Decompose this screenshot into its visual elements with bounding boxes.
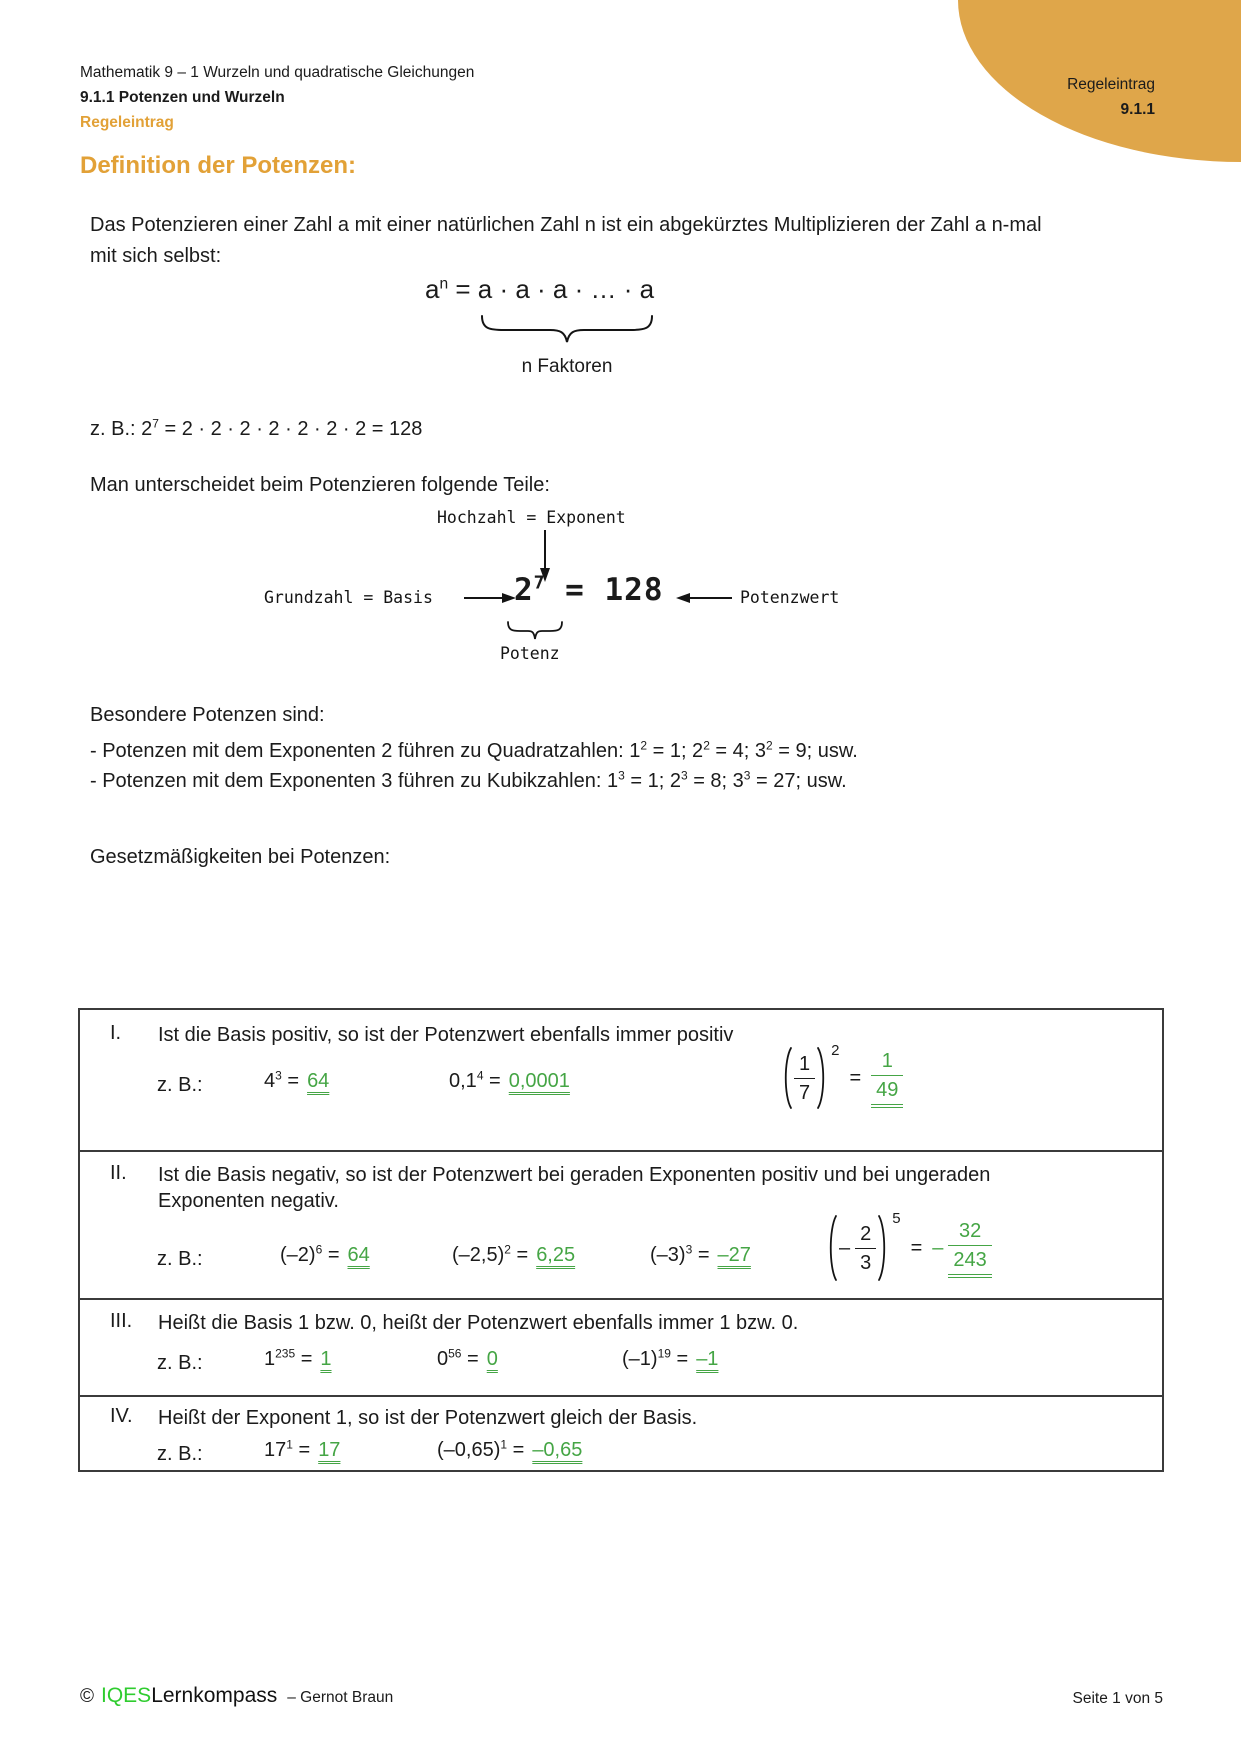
law-numeral: I. (110, 1022, 122, 1044)
law-text: Heißt der Exponent 1, so ist der Potenzwert gleich der Basis. (158, 1407, 698, 1429)
law-example (437, 1439, 582, 1462)
law-row-1 (80, 1010, 1162, 1150)
example-expression: $4^3$ = (264, 1068, 300, 1092)
law-example (449, 1070, 570, 1093)
law-example-fraction (780, 1042, 903, 1110)
badge-doctype-label: Regeleintrag (1067, 76, 1155, 93)
example-answer: 6,25 (536, 1244, 576, 1266)
right-arrow-icon (464, 591, 516, 605)
example-expression: $(-3)^3$ = (650, 1242, 710, 1266)
fraction-answer (932, 1219, 992, 1278)
left-arrow-icon (676, 591, 732, 605)
law-example (622, 1348, 718, 1371)
parenthesized-fraction (780, 1042, 840, 1110)
example-answer: 64 (347, 1244, 370, 1266)
law-example (264, 1439, 340, 1462)
example-answer: 64 (307, 1070, 330, 1092)
badge-section-number: 9.1.1 (1120, 101, 1155, 118)
parts-intro-line: Man unterscheidet beim Potenzieren folgende Teile: (90, 474, 550, 496)
special-powers-line-squares: - Potenzen mit dem Exponenten 2 führen zu Quadratzahlen: $1^2 = 1$; $2^2 = 4$; $3^2 = 9$; usw. (90, 738, 858, 762)
n-factors-label: n Faktoren (521, 356, 613, 377)
right-paren-icon (815, 1046, 829, 1110)
header-course-line: Mathematik 9 – 1 Wurzeln und quadratische Gleichungen (80, 64, 475, 81)
law-example (264, 1348, 332, 1371)
zb-label: z. B.: (157, 1074, 203, 1096)
power-formula: $a^n = a \cdot a \cdot a$ · … · a (425, 274, 655, 304)
fraction-answer (871, 1049, 903, 1108)
example-answer: 0 (486, 1348, 498, 1370)
header-topic-line: 9.1.1 Potenzen und Wurzeln (80, 89, 285, 106)
page-title: Definition der Potenzen: (80, 152, 356, 179)
law-example (452, 1244, 575, 1267)
laws-table (78, 1008, 1164, 1472)
special-powers-line-cubes: - Potenzen mit dem Exponenten 3 führen zu Kubikzahlen: $1^3 = 1$; $2^3 = 8$; $3^3 = 27$; usw. (90, 768, 847, 792)
fraction-numerator: 1 (799, 1052, 811, 1075)
law-text: Ist die Basis positiv, so ist der Potenzwert ebenfalls immer positiv (158, 1024, 734, 1046)
law-numeral: IV. (110, 1405, 133, 1427)
brand-iqes: IQES (101, 1684, 152, 1707)
example-expression: $0,1^4$ = (449, 1068, 501, 1092)
law-example (437, 1348, 498, 1371)
example-expression: $(-2,5)^2$ = (452, 1242, 529, 1266)
example-expression: $17^1$ = (264, 1437, 311, 1461)
fraction-answer-numerator: 1 (881, 1049, 893, 1072)
exponent-label: Hochzahl = Exponent (437, 508, 626, 527)
example-answer: –1 (696, 1348, 719, 1370)
law-example (264, 1070, 329, 1093)
power-term-label: Potenz (500, 644, 560, 663)
law-example (650, 1244, 751, 1267)
equals-sign: = (910, 1236, 923, 1259)
example-answer: –27 (717, 1244, 751, 1266)
right-paren-icon (876, 1214, 890, 1282)
example-answer: 17 (318, 1439, 341, 1461)
fraction-denominator: 3 (855, 1248, 876, 1275)
law-numeral: II. (110, 1162, 127, 1184)
base-label: Grundzahl = Basis (264, 588, 433, 607)
law-example (280, 1244, 370, 1267)
law-text: Heißt die Basis 1 bzw. 0, heißt der Potenzwert ebenfalls immer 1 bzw. 0. (158, 1312, 799, 1334)
footer-brand (80, 1684, 393, 1708)
answer-minus-sign: – (932, 1236, 944, 1259)
fraction-answer-denominator: 49 (871, 1075, 903, 1108)
fraction-exponent: 2 (831, 1042, 840, 1059)
zb-label: z. B.: (157, 1443, 203, 1465)
example-expression: $(-0,65)^1$ = (437, 1437, 525, 1461)
example-answer: –0,65 (532, 1439, 583, 1461)
law-row-2 (80, 1150, 1162, 1298)
fraction (855, 1222, 876, 1275)
author-name: – Gernot Braun (287, 1689, 394, 1706)
example-expression: $(-1)^{19}$ = (622, 1346, 689, 1370)
laws-heading: Gesetzmäßigkeiten bei Potenzen: (90, 846, 391, 868)
power-example-line: z. B.: $2^7 = 2 \cdot 2 \cdot 2 \cdot 2 \cdot 2 \cdot 2 \cdot 2 = 128$ (90, 416, 423, 440)
left-paren-icon (825, 1214, 839, 1282)
fraction-numerator: 2 (860, 1222, 872, 1245)
example-expression: $(-2)^6$ = (280, 1242, 340, 1266)
law-row-4 (80, 1395, 1162, 1470)
corner-badge (1067, 72, 1155, 122)
law-row-3 (80, 1298, 1162, 1395)
underbrace-icon (480, 314, 654, 344)
small-underbrace-icon (506, 620, 564, 640)
fraction (948, 1219, 991, 1278)
example-expression: $1^{235}$ = (264, 1346, 313, 1370)
fraction-denominator: 7 (794, 1078, 815, 1105)
example-answer: 1 (320, 1348, 332, 1370)
example-answer: 0,0001 (508, 1070, 570, 1092)
law-numeral: III. (110, 1310, 133, 1332)
example-expression: $0^{56}$ = (437, 1346, 479, 1370)
copyright-icon: © (80, 1686, 94, 1707)
law-text: Ist die Basis negativ, so ist der Potenzwert bei geraden Exponenten positiv und bei ungeraden Exponenten negativ. (158, 1164, 991, 1212)
header-doctype-line: Regeleintrag (80, 114, 174, 131)
page-number: Seite 1 von 5 (1072, 1690, 1163, 1707)
left-paren-icon (780, 1046, 794, 1110)
page-header (80, 60, 474, 135)
brand-lernkompass: Lernkompass (151, 1684, 278, 1707)
power-equation: $2^7 = 128$ (514, 572, 664, 608)
parenthesized-fraction (825, 1210, 901, 1282)
special-powers-heading: Besondere Potenzen sind: (90, 704, 325, 726)
intro-paragraph: Das Potenzieren einer Zahl a mit einer natürlichen Zahl n ist ein abgekürztes Multiplizieren der Zahl a n-mal mit sich selbst: (90, 214, 1042, 267)
zb-label: z. B.: (157, 1352, 203, 1374)
fraction-answer-denominator: 243 (948, 1245, 991, 1278)
minus-sign: – (839, 1236, 851, 1259)
fraction (794, 1052, 815, 1105)
equals-sign: = (849, 1066, 862, 1089)
fraction-exponent: 5 (892, 1210, 901, 1227)
zb-label: z. B.: (157, 1248, 203, 1270)
fraction-answer-numerator: 32 (958, 1219, 982, 1242)
law-example-fraction (825, 1210, 992, 1282)
power-value-label: Potenzwert (740, 588, 840, 607)
